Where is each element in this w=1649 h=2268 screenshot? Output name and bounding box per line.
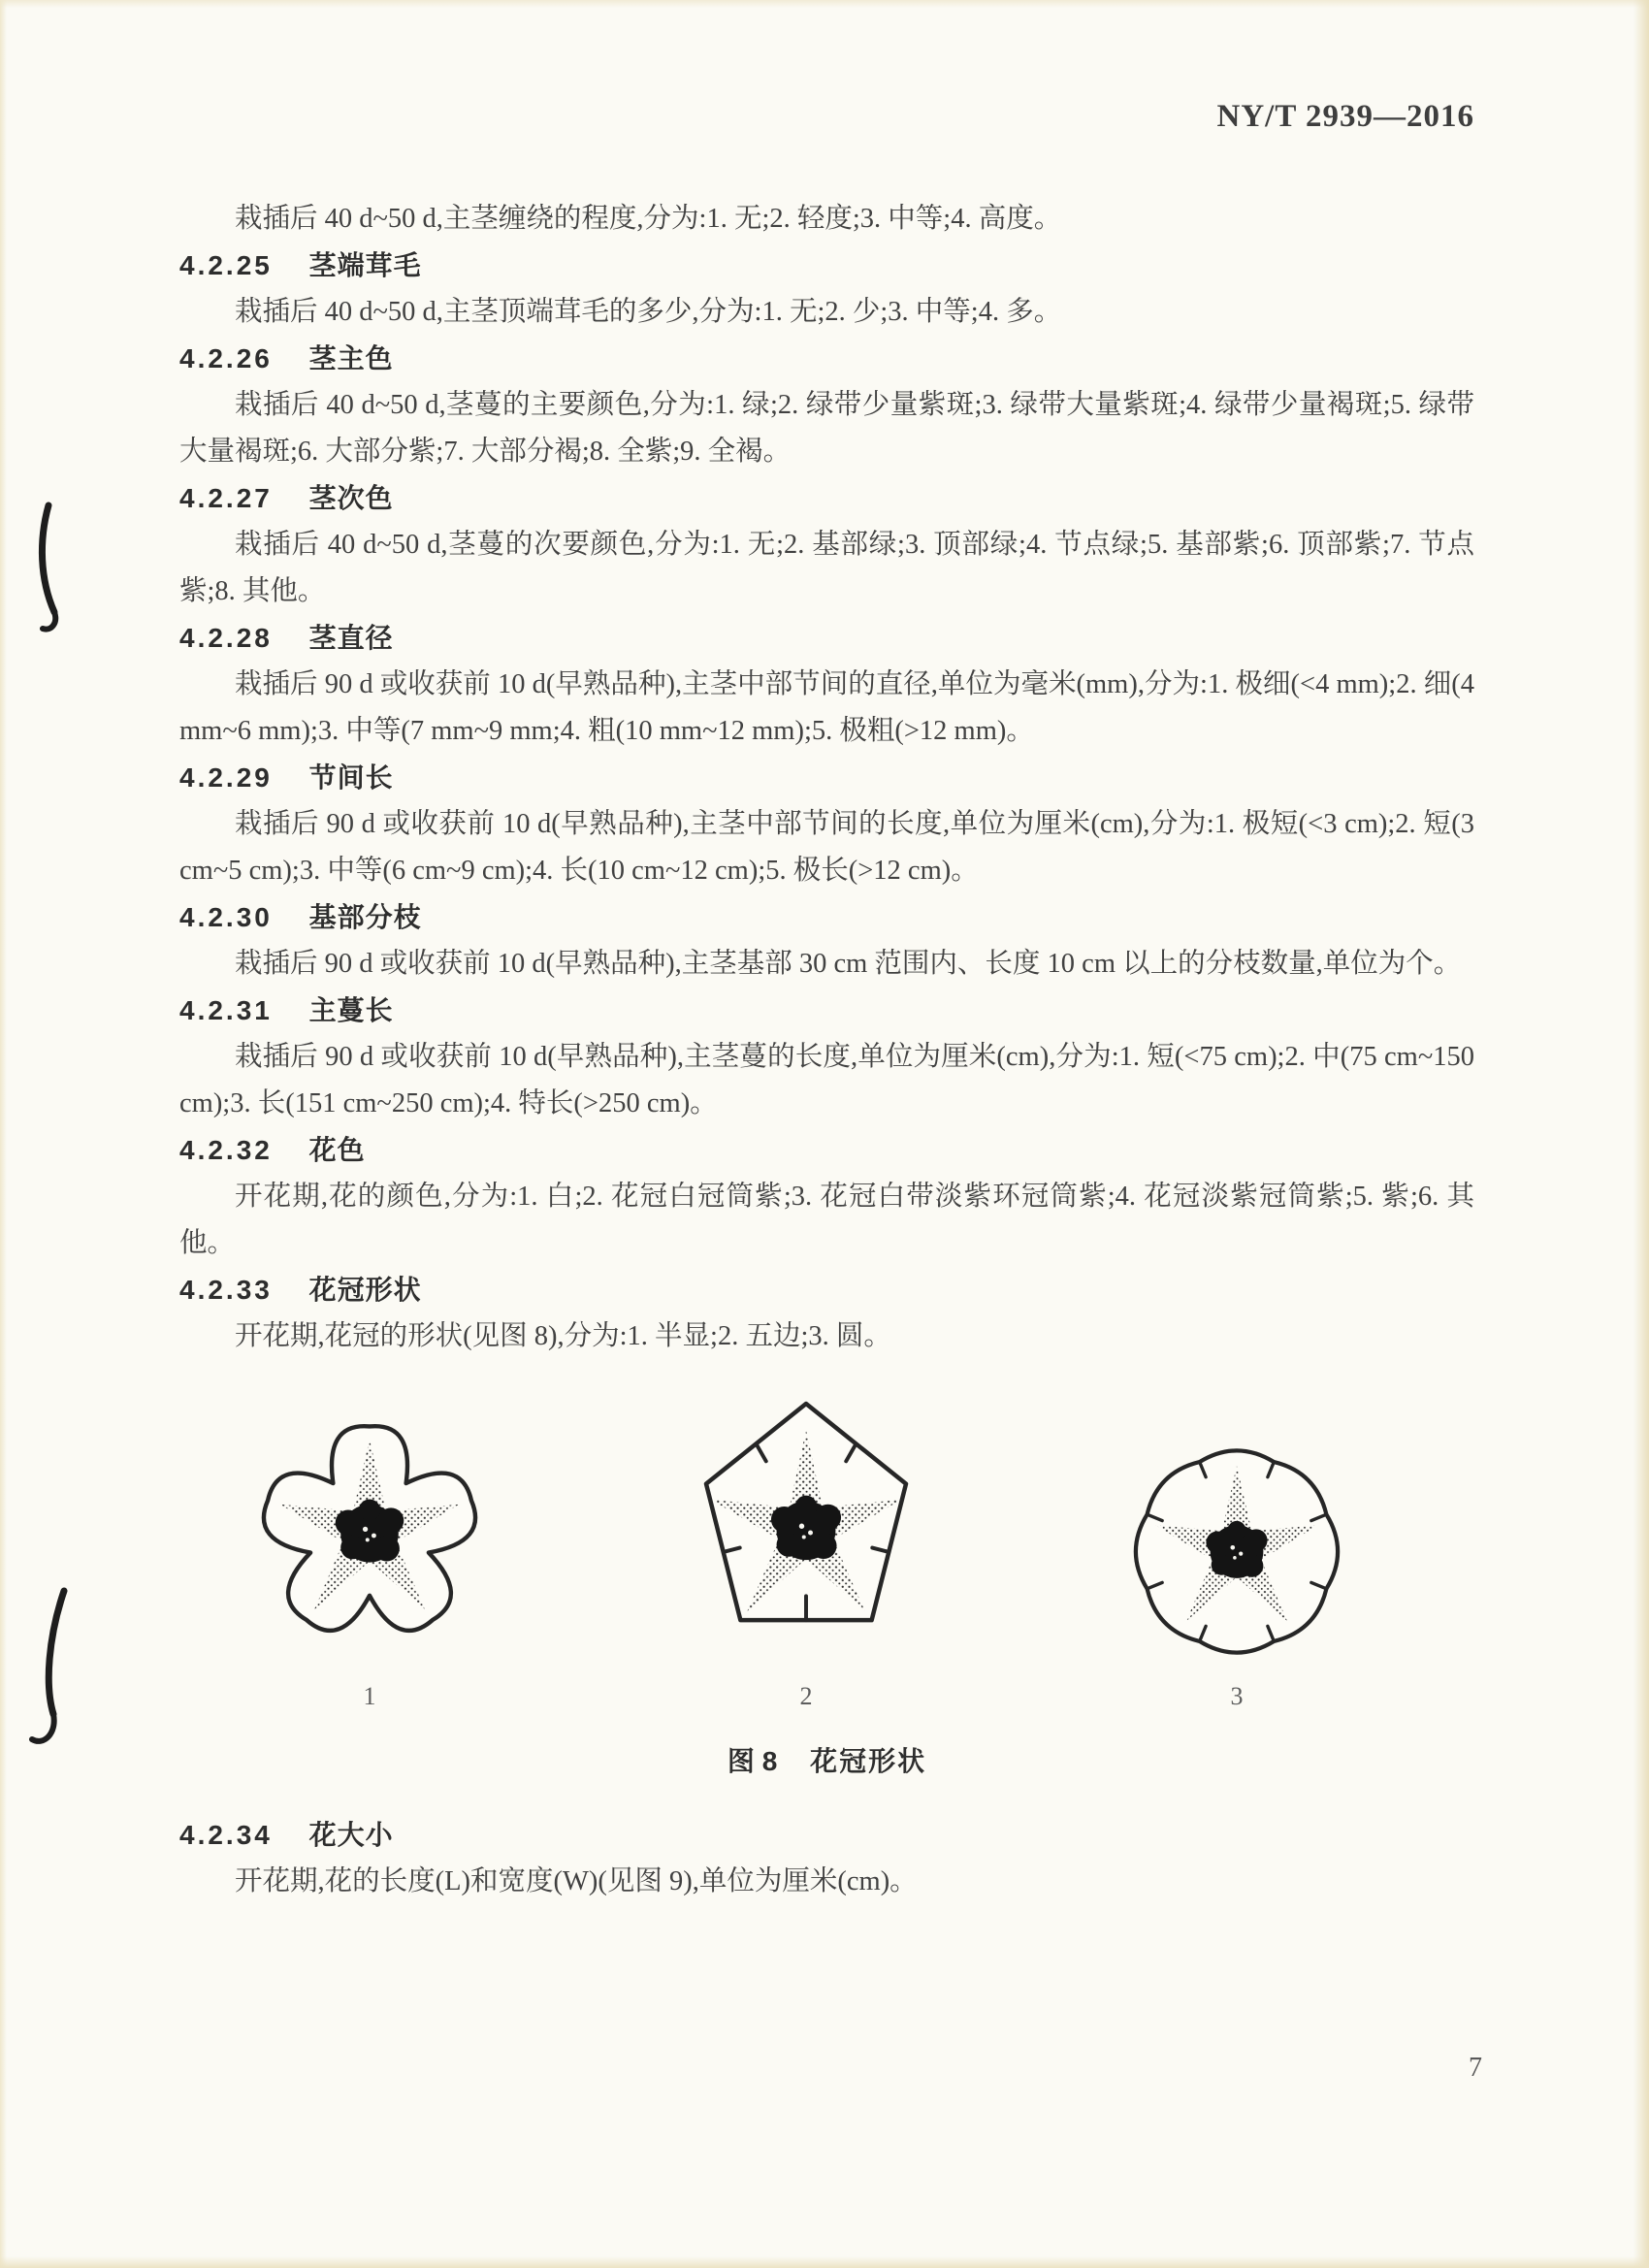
section-title: 基部分枝: [308, 902, 422, 932]
section-number: 4.2.30: [179, 902, 273, 932]
figure-caption: [179, 1740, 1474, 1779]
body-paragraph: 栽插后 90 d 或收获前 10 d(早熟品种),主茎蔓的长度,单位为厘米(cm),分为:1. 短(<75 cm);2. 中(75 cm~150 cm);3. 长(151 cm~250 cm);4. 特长(>250 cm)。: [179, 1042, 1474, 1118]
figure-caption-prefix: 图 8: [727, 1746, 778, 1776]
section-heading-4-2-26: [179, 336, 1474, 382]
section-title: 节间长: [308, 762, 394, 793]
section-heading-4-2-27: [179, 475, 1474, 522]
body-paragraph: 开花期,花的颜色,分为:1. 白;2. 花冠白冠筒紫;3. 花冠白带淡紫环冠筒紫;4. 花冠淡紫冠筒紫;5. 紫;6. 其他。: [179, 1182, 1474, 1258]
flower-semi-corolla-icon: [247, 1401, 492, 1670]
section-title: 花色: [308, 1135, 366, 1165]
section-title: 花大小: [308, 1820, 394, 1850]
figure-item-label: 3: [1230, 1682, 1244, 1710]
section-title: 茎直径: [308, 623, 394, 653]
paper-edge-right: [1633, 0, 1649, 2268]
paper-edge-left: [0, 0, 7, 2268]
figure-caption-title: 花冠形状: [810, 1746, 927, 1776]
page-content: [179, 97, 1474, 1905]
body-paragraph: 栽插后 90 d 或收获前 10 d(早熟品种),主茎基部 30 cm 范围内、长度 10 cm 以上的分枝数量,单位为个。: [235, 949, 1462, 979]
binding-mark-icon: [19, 1586, 80, 1756]
figure-item-round-corolla: [1120, 1433, 1353, 1713]
body-paragraph: 栽插后 40 d~50 d,茎蔓的主要颜色,分为:1. 绿;2. 绿带少量紫斑;3. 绿带大量紫斑;4. 绿带少量褐斑;5. 绿带大量褐斑;6. 大部分紫;7. 大部分褐;8. 全紫;9. 全褐。: [179, 390, 1474, 467]
standard-number-header: NY/T 2939—2016: [1216, 99, 1474, 134]
section-number: 4.2.29: [179, 762, 273, 793]
binding-mark-icon: [25, 500, 76, 635]
paper-edge-top: [0, 0, 1649, 8]
section-heading-4-2-32: [179, 1127, 1474, 1174]
figure-item-label: 2: [799, 1682, 813, 1710]
section-title: 茎端茸毛: [308, 250, 422, 280]
section-number: 4.2.25: [179, 250, 273, 280]
body-paragraph: 栽插后 90 d 或收获前 10 d(早熟品种),主茎中部节间的长度,单位为厘米(cm),分为:1. 极短(<3 cm);2. 短(3 cm~5 cm);3. 中等(6 cm~9 cm);4. 长(10 cm~12 cm);5. 极长(>12 cm)。: [179, 809, 1474, 886]
page-number: 7: [1469, 2053, 1482, 2083]
flower-pentagon-corolla-icon: [688, 1395, 924, 1670]
figure-item-pentagon-corolla: [688, 1395, 924, 1713]
section-number: 4.2.32: [179, 1135, 273, 1165]
section-heading-4-2-29: [179, 755, 1474, 801]
body-paragraph: 栽插后 40 d~50 d,主茎缠绕的程度,分为:1. 无;2. 轻度;3. 中等;4. 高度。: [235, 204, 1062, 234]
section-number: 4.2.34: [179, 1820, 273, 1850]
section-heading-4-2-28: [179, 615, 1474, 662]
section-number: 4.2.31: [179, 995, 273, 1025]
figure-corolla-shapes: [247, 1395, 1353, 1713]
section-number: 4.2.33: [179, 1275, 273, 1305]
paper-edge-bottom: [0, 2256, 1649, 2268]
section-heading-4-2-34: [179, 1812, 1474, 1859]
section-number: 4.2.27: [179, 483, 273, 513]
section-heading-4-2-31: [179, 988, 1474, 1034]
flower-round-corolla-icon: [1120, 1433, 1353, 1670]
figure-item-semi-corolla: [247, 1401, 492, 1713]
section-heading-4-2-33: [179, 1267, 1474, 1313]
section-heading-4-2-25: [179, 243, 1474, 289]
body-paragraph: 开花期,花冠的形状(见图 8),分为:1. 半显;2. 五边;3. 圆。: [235, 1321, 891, 1351]
figure-item-label: 1: [363, 1682, 376, 1710]
section-number: 4.2.26: [179, 343, 273, 373]
body-paragraph: 栽插后 90 d 或收获前 10 d(早熟品种),主茎中部节间的直径,单位为毫米(mm),分为:1. 极细(<4 mm);2. 细(4 mm~6 mm);3. 中等(7 mm~9 mm;4. 粗(10 mm~12 mm);5. 极粗(>12 mm)。: [179, 669, 1474, 746]
body-paragraph: 栽插后 40 d~50 d,主茎顶端茸毛的多少,分为:1. 无;2. 少;3. 中等;4. 多。: [235, 297, 1062, 327]
body-paragraph: 栽插后 40 d~50 d,茎蔓的次要颜色,分为:1. 无;2. 基部绿;3. 顶部绿;4. 节点绿;5. 基部紫;6. 顶部紫;7. 节点紫;8. 其他。: [179, 530, 1474, 606]
section-title: 花冠形状: [308, 1275, 422, 1305]
section-number: 4.2.28: [179, 623, 273, 653]
body-paragraph: 开花期,花的长度(L)和宽度(W)(见图 9),单位为厘米(cm)。: [235, 1866, 918, 1896]
section-heading-4-2-30: [179, 894, 1474, 941]
section-title: 茎次色: [308, 483, 394, 513]
section-title: 主蔓长: [308, 995, 394, 1025]
section-title: 茎主色: [308, 343, 394, 373]
